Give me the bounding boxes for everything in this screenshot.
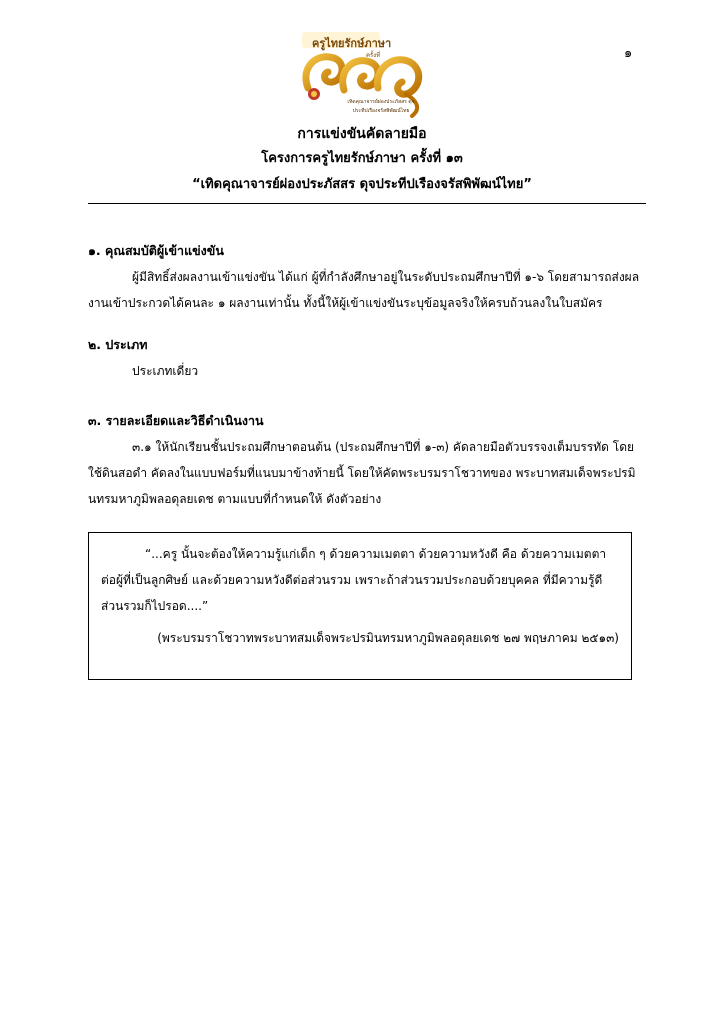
page-number: ๑ xyxy=(624,46,633,61)
section-body: ๓.๑ ให้นักเรียนชั้นประถมศึกษาตอนต้น (ประถมศึกษาปีที่ ๑-๓) คัดลายมือตัวบรรจงเต็มบรรทัด โดยใช้ดินสอดำ คัดลงในแบบฟอร์มที่แนบมาข้างท้ายนี้ โดยให้คัดพระบรมราโชวาทของ พระบาทสมเด็จพระปรมินทรมหาภูมิพลอดุลยเดช ตามแบบที่กำหนดให้ ดังตัวอย่าง xyxy=(88,440,636,506)
section-category xyxy=(88,332,648,384)
section-body: ผู้มีสิทธิ์ส่งผลงานเข้าแข่งขัน ได้แก่ ผู้ที่กำลังศึกษาอยู่ในระดับประถมศึกษาปีที่ ๑-๖ โดยสามารถส่งผลงานเข้าประกวดได้คนละ ๑ ผลงานเท่านั้น ทั้งนี้ให้ผู้เข้าแข่งขันระบุข้อมูลจริงให้ครบถ้วนลงในใบสมัคร xyxy=(88,270,640,310)
project-slogan: “เทิดคุณาจารย์ผ่องประภัสสร ดุจประทีปเรืองจรัสพิพัฒน์ไทย” xyxy=(192,177,532,192)
logo-tagline: เทิดคุณาจารย์ผ่องประภัสสร ดุจประทีปเรืองจรัสพิพัฒน์ไทย xyxy=(347,99,415,114)
document-header xyxy=(0,122,724,198)
quote-reference: (พระบรมราโชวาทพระบาทสมเด็จพระปรมินทรมหาภูมิพลอดุลยเดช ๒๗ พฤษภาคม ๒๕๑๓) xyxy=(157,631,619,645)
quote-text: “...ครู นั้นจะต้องให้ความรู้แก่เด็ก ๆ ด้วยความเมตตา ด้วยความหวังดี คือ ด้วยความเมตตาต่อผู้ที่เป็นลูกศิษย์ และด้วยความหวังดีต่อส่วนรวม เพราะถ้าส่วนรวมประกอบด้วยบุคคล ที่มีความรู้ดีส่วนรวมก็ไปรอด....” xyxy=(101,547,607,613)
section-heading: ๒. ประเภท xyxy=(88,337,148,352)
header-divider xyxy=(88,203,646,204)
project-name: โครงการครูไทยรักษ์ภาษา ครั้งที่ ๑๓ xyxy=(261,151,463,166)
document-title: การแข่งขันคัดลายมือ xyxy=(297,126,427,142)
logo-title: ครูไทยรักษ์ภาษา xyxy=(312,37,392,50)
section-details xyxy=(88,408,648,512)
section-body: ประเภทเดี่ยว xyxy=(132,364,199,378)
project-logo xyxy=(294,28,428,124)
section-qualifications xyxy=(88,238,648,316)
section-heading: ๓. รายละเอียดและวิธีดำเนินงาน xyxy=(88,413,264,428)
section-heading: ๑. คุณสมบัติผู้เข้าแข่งขัน xyxy=(88,243,224,258)
logo-edition: ครั้งที่ xyxy=(366,52,381,59)
royal-speech-quote-box xyxy=(88,532,632,680)
